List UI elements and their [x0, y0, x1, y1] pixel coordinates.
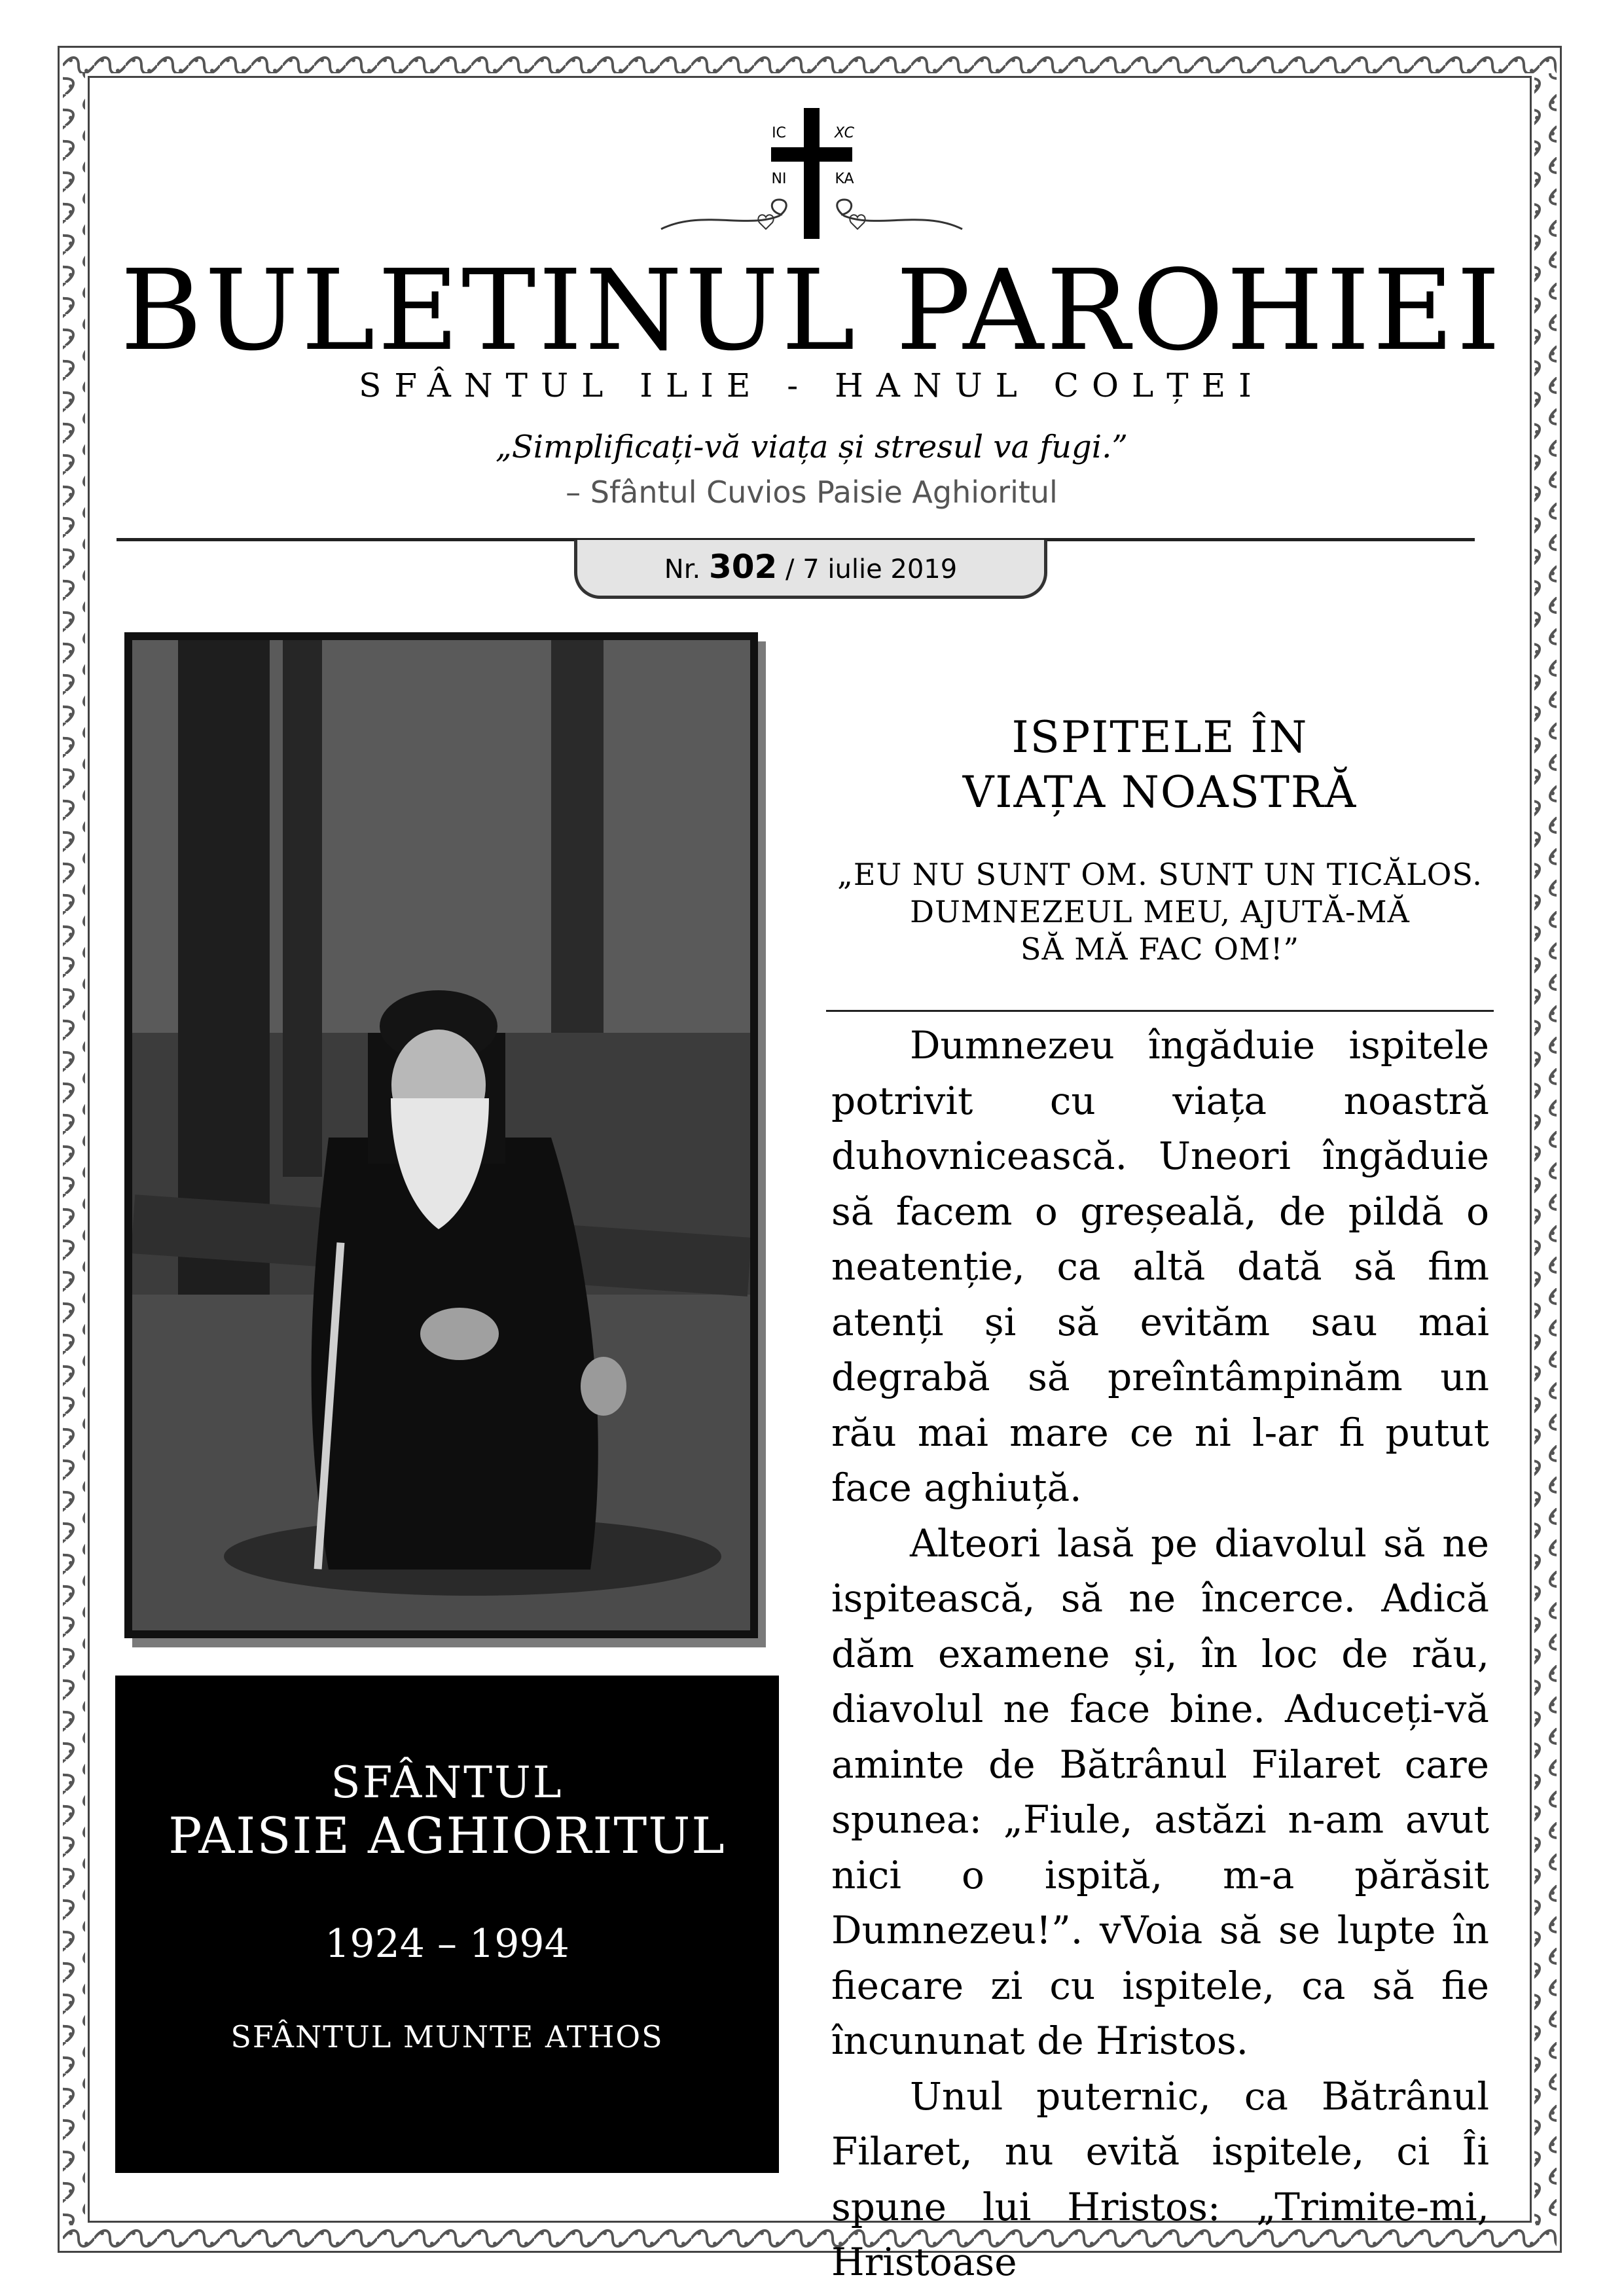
- saint-place: SFÂNTUL MUNTE ATHOS: [230, 2019, 664, 2054]
- epigraph-line2: DUMNEZEUL MEU, AJUTĂ-MĂ: [910, 894, 1410, 929]
- monogram-ic: IC: [772, 125, 786, 141]
- article-rule: [826, 1010, 1494, 1012]
- monogram-xc: XC: [834, 125, 855, 141]
- saint-title-line1: SFÂNTUL: [331, 1757, 564, 1808]
- epigraph-line3: SĂ MĂ FAC OM!”: [1020, 931, 1300, 967]
- saint-info-box: [115, 1676, 779, 2173]
- article-body: [831, 1018, 1489, 2290]
- saint-title-line2: PAISIE AGHIORITUL: [168, 1806, 726, 1865]
- issue-number: 302: [708, 548, 778, 586]
- article-paragraph: Dumnezeu îngăduie ispitele potrivit cu viața noastră duhovnicească. Uneori îngăduie să facem o greșeală, de pildă o neatenție, ca altă dată să fim atenți și să evităm sau mai degrabă să preîntâmpinăm un rău mai mare ce ni l-ar fi putut face aghiuță.: [831, 1023, 1489, 1510]
- issue-prefix: Nr.: [664, 554, 701, 584]
- bulletin-title: BULETINUL PAROHIEI: [120, 246, 1504, 376]
- cross-ornament: [648, 98, 975, 249]
- flourish-right-icon: [837, 200, 962, 229]
- saint-years: 1924 – 1994: [325, 1921, 569, 1967]
- article-paragraph: Unul puternic, ca Bătrânul Filaret, nu evită ispitele, ci Îi spune lui Hristos: „Trimite-mi, Hristoase: [831, 2073, 1489, 2284]
- flourish-left-icon: [661, 200, 786, 229]
- monogram-ni: NI: [771, 171, 787, 187]
- saint-photo: [124, 632, 758, 1638]
- parish-name: SFÂNTUL ILIE - HANUL COLȚEI: [359, 367, 1265, 404]
- article-title: [826, 710, 1494, 820]
- issue-date: / 7 iulie 2019: [785, 554, 958, 584]
- article-title-line2: VIAȚA NOASTRĂ: [962, 767, 1358, 817]
- issue-badge: [574, 540, 1047, 599]
- motto-quote: „Simplificați-vă viața și stresul va fugi.”: [496, 429, 1128, 465]
- cross-icon: [804, 108, 820, 239]
- article-paragraph: Alteori lasă pe diavolul să ne ispitească, să ne încerce. Adică dăm examene și, în loc de rău, diavolul ne face bine. Aduceți-vă aminte de Bătrânul Filaret care spunea: „Fiule, astăzi n-am avut nici o ispită, m-a părăsit Dumnezeu!”. vVoia să se lupte în fiecare zi cu ispitele, ca să fie încununat de Hristos.: [831, 1520, 1489, 2063]
- epigraph-line1: „EU NU SUNT OM. SUNT UN TICĂLOS.: [837, 857, 1483, 892]
- monogram-ka: KA: [835, 171, 854, 187]
- motto-author: – Sfântul Cuvios Paisie Aghioritul: [566, 475, 1058, 510]
- photo-image: [132, 640, 750, 1630]
- article-epigraph: [826, 856, 1494, 968]
- article-title-line1: ISPITELE ÎN: [1011, 712, 1308, 762]
